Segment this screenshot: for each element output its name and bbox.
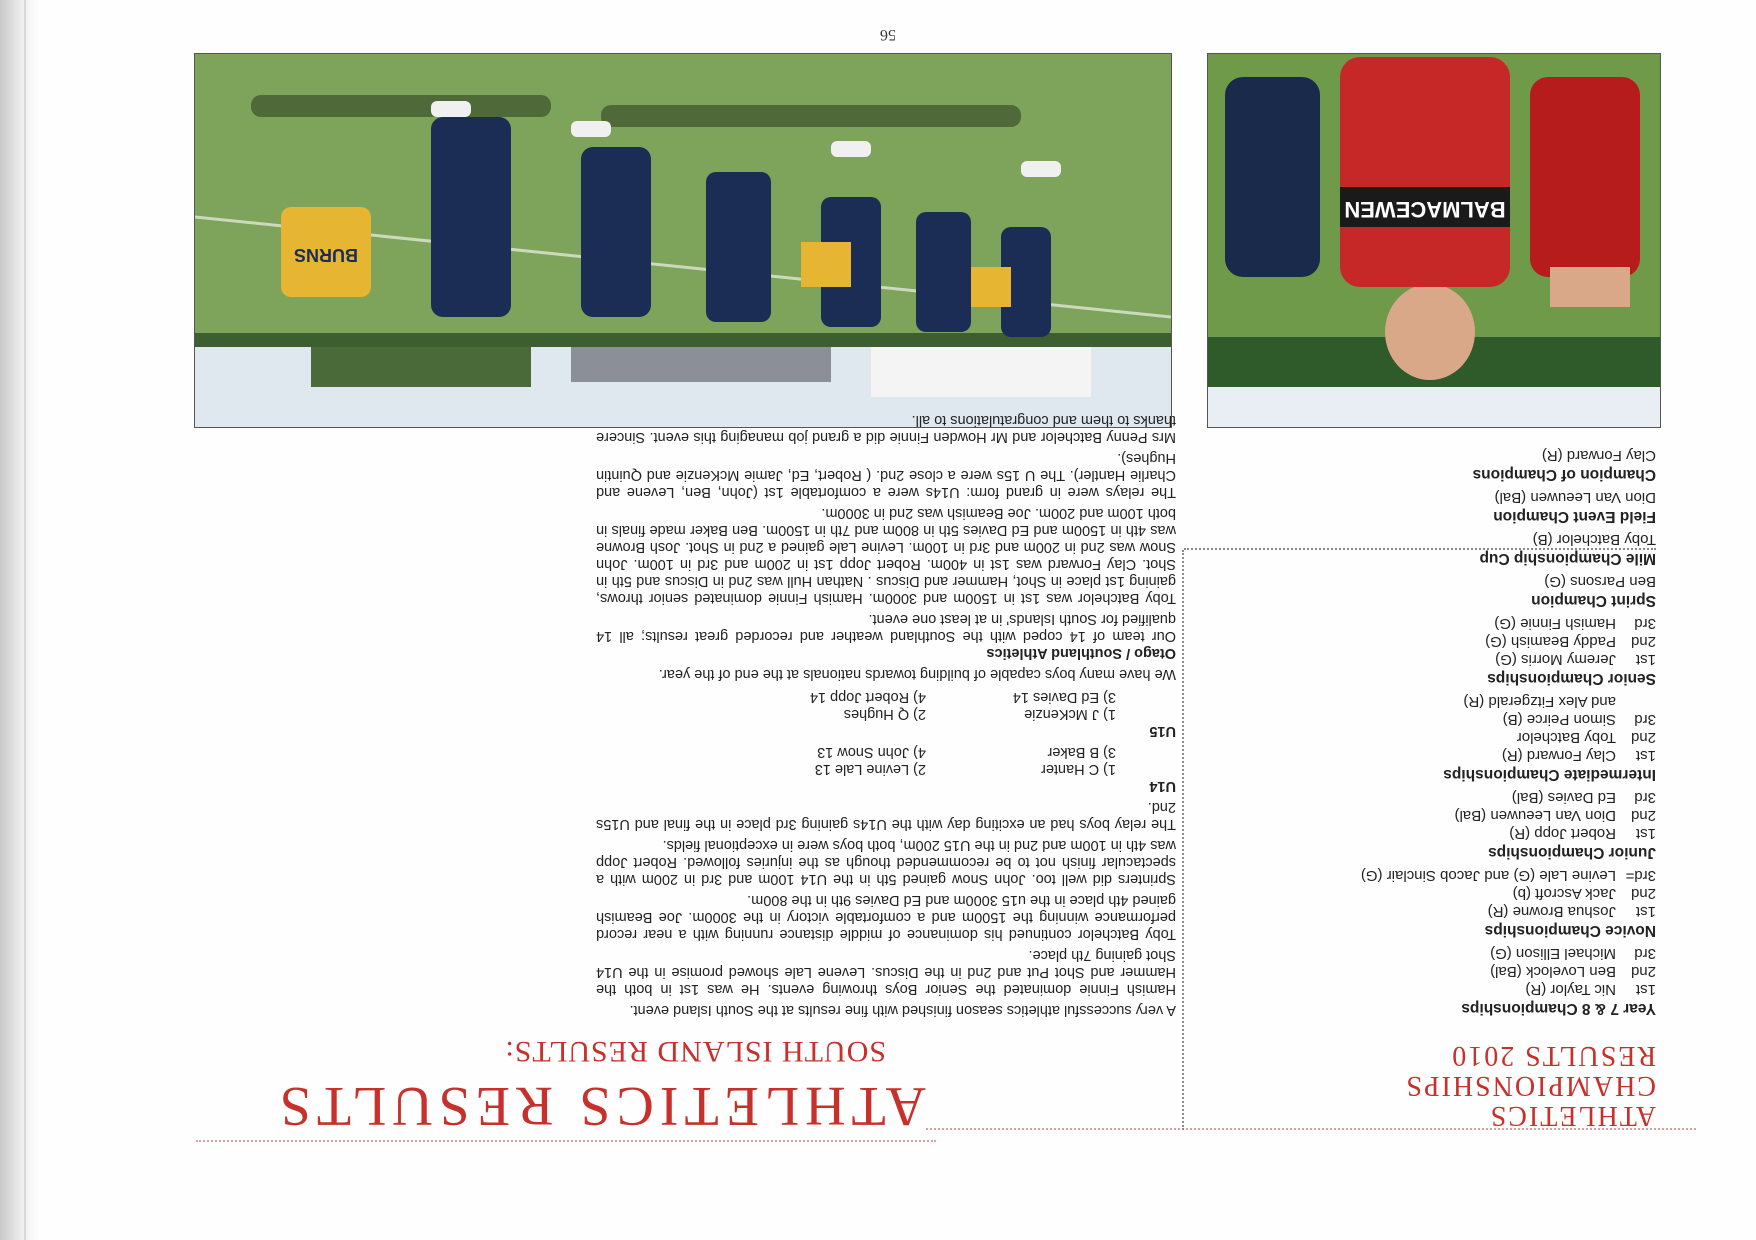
group-senior — [1196, 614, 1656, 688]
place: 3rd — [1634, 711, 1656, 728]
group-field — [1196, 488, 1656, 526]
championship-results — [1196, 446, 1656, 1022]
relay-member: 1) C Hanter — [1041, 761, 1116, 777]
place: 2nd — [1630, 807, 1656, 824]
athlete: Jack Ascroft (b) — [1512, 885, 1616, 902]
winner: Clay Forward (R) — [1541, 447, 1656, 464]
photo-relay-start — [194, 53, 1172, 428]
otago-heading: Otago / Southland Athletics — [986, 645, 1176, 661]
athlete: Paddy Beamish (G) — [1485, 633, 1616, 650]
result-row — [1196, 614, 1656, 632]
place: 2nd — [1630, 633, 1656, 650]
group-heading: Sprint Champion — [1531, 592, 1656, 609]
result-row — [1196, 866, 1656, 884]
result-row — [1196, 884, 1656, 902]
result-row — [1196, 962, 1656, 980]
jersey-text-right: BURNS — [293, 245, 359, 265]
relay-member: 3) B Baker — [1047, 744, 1116, 760]
sidebar-title-line1: ATHLETICS — [1488, 1100, 1656, 1131]
athlete: Simon Peirce (B) — [1502, 711, 1616, 728]
relay-member: 4) John Snow 13 — [817, 744, 926, 760]
paragraph: The relay boys had an exciting day with the U14s gaining 3rd place in the final and U15s 2nd. — [596, 799, 1176, 832]
place: 2nd — [1630, 963, 1656, 980]
result-row — [1196, 632, 1656, 650]
result-row — [1196, 824, 1656, 842]
relay-u14-heading: U14 — [1149, 778, 1176, 794]
result-row — [1196, 788, 1656, 806]
sidebar-divider — [1182, 550, 1184, 1130]
title-rule-right — [196, 1140, 936, 1142]
athlete: Michael Ellison (G) — [1490, 945, 1616, 962]
paragraph: Sprinters did well too. John Snow gained 5th in the U14 100m and 3rd in 200m with a spectacular finish not to be recommended though as the injuries followed. Robert Jopp was 4th in 100m and 2nd in the U15 200m, both boys were in exceptional fields. — [596, 837, 1176, 887]
place: 3rd — [1634, 615, 1656, 632]
group-heading: Senior Championships — [1487, 670, 1656, 687]
group-intermediate — [1196, 692, 1656, 784]
result-row — [1196, 806, 1656, 824]
place: 2nd — [1630, 885, 1656, 902]
paragraph: Mrs Penny Batchelor and Mr Howden Finnie did a grand job managing this event. Sincere thanks to them and congratulations to all. — [596, 412, 1176, 445]
relay-member: 1) J McKenzie — [1024, 706, 1116, 722]
relay-u15-team — [596, 688, 1116, 722]
place: 3rd — [1634, 789, 1656, 806]
paragraph: Toby Batchelor was 1st in 1500m and 3000m. Hamish Finnie dominated senior throws, gaining 1st place in Shot, Hammer and Discus . Nathan Hull was 2nd in Discus and 5th in Shot. Clay Forward was 1st in 400m. Robert Jopp 1st in 200m and 3rd in 100m. John Snow was 2nd in 200m and 3rd in 100m. Levine Lale gained a 2nd in Shot. Josh Browne was 4th in 1500m and Ed Davies 5th in 800m and 7th in 1500m. Ben Baker made finals in both 100m and 200m. Joe Beamish was 2nd in 3000m. — [596, 505, 1176, 606]
group-year78 — [1196, 944, 1656, 1018]
place: 1st — [1635, 651, 1656, 668]
group-heading: Mile Championship Cup — [1479, 550, 1656, 567]
place: 2nd — [1630, 729, 1656, 746]
winner: Ben Parsons (G) — [1544, 573, 1656, 590]
athlete: Levine Lale (G) and Jacob Sinclair (G) — [1360, 867, 1616, 884]
result-row — [1196, 902, 1656, 920]
athlete: Ed Davies (Bal) — [1511, 789, 1616, 806]
athlete: Dion Van Leeuwen (Bal) — [1454, 807, 1616, 824]
athlete: Ben Lovelock (Bal) — [1490, 963, 1616, 980]
relay-member: 4) Robert Jopp 14 — [809, 689, 926, 705]
result-row — [1196, 710, 1656, 728]
athlete: Toby Batchelor — [1516, 729, 1616, 746]
place: 1st — [1635, 981, 1656, 998]
result-row — [1196, 944, 1656, 962]
group-heading: Junior Championships — [1488, 844, 1656, 861]
group-novice — [1196, 866, 1656, 940]
group-heading: Champion of Champions — [1472, 466, 1656, 483]
relay-member: 2) Levine Lale 13 — [814, 761, 926, 777]
jersey-text-left: BALMACEWEN — [1344, 197, 1506, 222]
result-row — [1196, 728, 1656, 746]
paragraph: We have many boys capable of building towards nationals at the end of the year. — [658, 666, 1176, 682]
athlete: Robert Jopp (R) — [1509, 825, 1616, 842]
page-title: ATHLETICS RESULTS — [273, 1075, 926, 1137]
group-champion — [1196, 446, 1656, 484]
group-junior — [1196, 788, 1656, 862]
photo-runner-closeup — [1207, 53, 1661, 428]
athlete: Joshua Browne (R) — [1487, 903, 1616, 920]
group-sprint — [1196, 572, 1656, 610]
group-heading: Year 7 & 8 Championships — [1461, 1000, 1656, 1017]
athlete: Nic Taylor (R) — [1525, 981, 1616, 998]
sidebar-title-line2: CHAMPIONSHIPS — [1404, 1070, 1656, 1101]
athlete: Hamish Finnie (G) — [1494, 615, 1616, 632]
result-row — [1196, 650, 1656, 668]
place: 3rd — [1634, 945, 1656, 962]
athlete: Clay Forward (R) — [1501, 747, 1616, 764]
paragraph: A very successful athletics season finished with fine results at the South Island event. — [629, 1002, 1176, 1018]
article-body — [596, 407, 1176, 1018]
sidebar-title — [1336, 1040, 1656, 1130]
paragraph: Toby Batchelor continued his dominance of middle distance running with a near record performance winning the 1500m and a comfortable victory in the 3000m. Joe Beamish gained 4th place in the u15 3000m and Ed Davies 9th in the 800m. — [596, 892, 1176, 942]
winner: Dion Van Leeuwen (Bal) — [1494, 489, 1656, 506]
section-title: SOUTH ISLAND RESULTS: — [504, 1035, 886, 1068]
place: 1st — [1635, 747, 1656, 764]
place: 1st — [1635, 825, 1656, 842]
place: 1st — [1635, 903, 1656, 920]
paragraph: Our team of 14 coped with the Southland weather and recorded great results; all 14 qualified for South Islands' in at least one event. — [596, 611, 1176, 644]
paragraph: Hamish Finnie dominated the Senior Boys throwing events. He was 1st in both the Hammer and Shot Put and 2nd in the Discus. Levene Lale showed promise in the U14 Shot gaining 7th place. — [596, 947, 1176, 997]
group-heading: Field Event Champion — [1493, 508, 1656, 525]
winner: Toby Batchelor (B) — [1532, 531, 1656, 548]
place: 3rd= — [1625, 867, 1656, 884]
group-heading: Intermediate Championships — [1443, 766, 1656, 783]
paragraph: The relays were in grand form: U14s were a comfortable 1st (John, Ben, Levene and Charlie Hantler). The U 15s were a close 2nd. ( Robert, Ed, Jamie McKenzie and Quintin Hughes). — [596, 450, 1176, 500]
relay-member: 3) Ed Davies 14 — [1012, 689, 1116, 705]
relay-member: 2) Q Hughes — [843, 706, 926, 722]
relay-u15-heading: U15 — [1149, 723, 1176, 739]
sidebar-title-line3: RESULTS 2010 — [1450, 1040, 1656, 1071]
result-continuation: and Alex Fitzgerald (R) — [1463, 693, 1616, 710]
athlete: Jeremy Morris (G) — [1495, 651, 1616, 668]
group-heading: Novice Championships — [1484, 922, 1656, 939]
page-number: 56 — [880, 26, 896, 43]
result-row — [1196, 746, 1656, 764]
group-mile — [1196, 530, 1656, 568]
relay-u14-team — [596, 743, 1116, 777]
binding-shadow — [0, 0, 40, 1240]
binding-line — [24, 0, 26, 1240]
result-row — [1196, 980, 1656, 998]
